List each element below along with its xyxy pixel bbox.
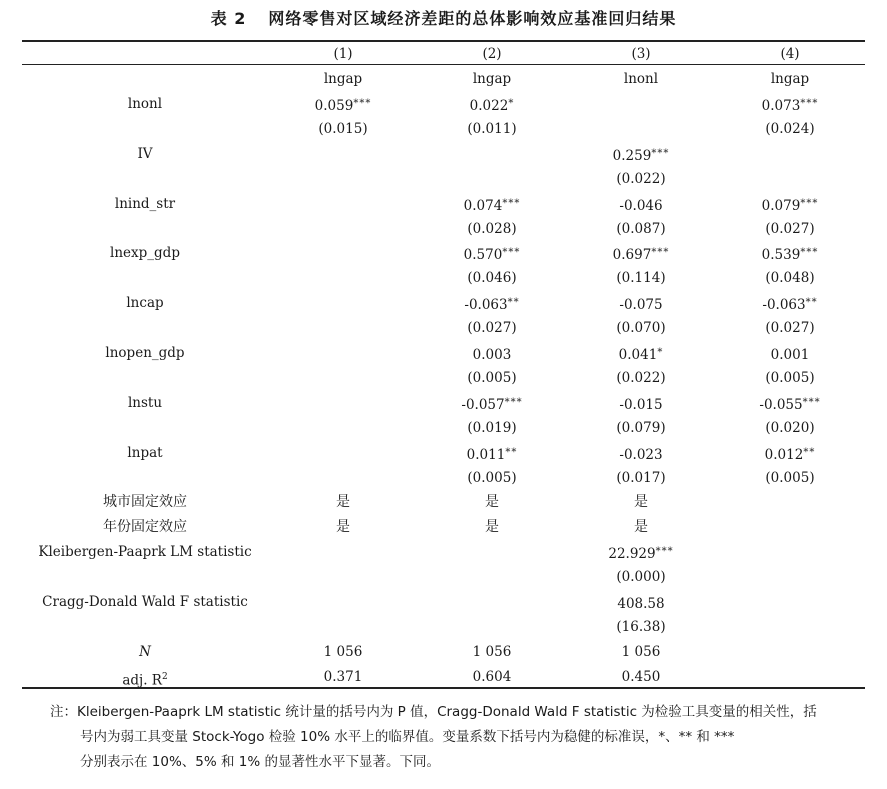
coef-cell [619, 395, 662, 413]
coef-value: 0.003 [472, 347, 512, 363]
coef-value: 0.539 [761, 247, 801, 264]
significance-stars: *** [504, 396, 523, 408]
stat-value: 1 056 [323, 643, 363, 660]
coef-cell [762, 245, 819, 263]
stat-value: 0.604 [472, 668, 512, 685]
stat-value: 1 056 [621, 643, 661, 660]
significance-stars: ** [803, 446, 816, 458]
stat-label [139, 644, 151, 660]
std-error-cell: (0.017) [616, 469, 666, 486]
std-error-cell: (0.027) [467, 320, 517, 337]
test-subvalue: (0.000) [616, 569, 666, 586]
coef-value: 0.059 [314, 98, 354, 114]
test-label: Kleibergen-Paaprk LM statistic [38, 544, 252, 561]
coef-value: 0.074 [463, 197, 503, 214]
significance-stars: *** [651, 147, 670, 159]
std-error-cell: (0.027) [765, 220, 815, 237]
column-header: (1) [333, 46, 353, 62]
table-number: 表 2 [210, 9, 247, 28]
variable-label: lnonl [127, 96, 163, 112]
coef-cell [470, 96, 515, 114]
fixed-effect-value: 是 [634, 519, 648, 536]
top-rule [22, 40, 865, 42]
dependent-var: lngap [323, 71, 363, 87]
coef-value: -0.023 [619, 446, 663, 463]
fixed-effect-label: 年份固定效应 [103, 519, 187, 536]
fixed-effect-label: 城市固定效应 [103, 494, 187, 511]
std-error-cell: (0.020) [765, 419, 815, 436]
variable-label: lnopen_gdp [105, 345, 185, 361]
coef-cell [613, 245, 670, 263]
coef-value: -0.075 [619, 297, 663, 314]
dependent-var: lnonl [623, 71, 659, 87]
fixed-effect-value: 是 [485, 494, 499, 511]
coef-value: 0.079 [761, 197, 801, 214]
std-error-cell: (0.048) [765, 270, 815, 287]
test-value [617, 594, 664, 612]
coef-value: 0.001 [770, 347, 810, 363]
coef-cell [464, 245, 521, 263]
significance-stars: ** [805, 297, 818, 309]
coef-value: -0.063 [762, 297, 806, 314]
std-error-cell: (0.079) [616, 419, 666, 436]
coef-cell [762, 96, 819, 114]
std-error-cell: (0.070) [616, 320, 666, 337]
fixed-effect-value: 是 [336, 494, 350, 511]
variable-label: lnstu [127, 394, 163, 411]
significance-stars: *** [353, 98, 372, 109]
variable-label: IV [137, 145, 153, 162]
std-error-cell: (0.022) [616, 369, 666, 386]
coef-value: 0.041 [618, 347, 658, 363]
coef-value: 22.929 [608, 546, 656, 563]
significance-stars: ** [505, 446, 518, 458]
variable-label: lnexp_gdp [110, 245, 180, 262]
std-error-cell: (0.024) [765, 120, 815, 137]
significance-stars: *** [800, 98, 819, 109]
note-line-2: 号内为弱工具变量 Stock-Yogo 检验 10% 水平上的临界值。变量系数下括号内为稳健的标准误，*、** 和 *** [80, 729, 735, 745]
coef-cell [762, 196, 819, 214]
coef-cell [771, 345, 810, 363]
test-value [608, 544, 673, 562]
std-error-cell: (0.019) [467, 419, 517, 436]
table-title [0, 6, 887, 29]
significance-stars: *** [651, 247, 670, 259]
stat-value: 0.450 [621, 668, 661, 685]
test-subvalue: (16.38) [616, 618, 666, 635]
fixed-effect-value: 是 [634, 494, 648, 511]
coef-cell [473, 345, 512, 363]
std-error-cell: (0.005) [467, 369, 517, 386]
std-error-cell: (0.005) [467, 469, 517, 486]
coef-cell [619, 445, 662, 463]
table-note [50, 700, 865, 775]
coef-value: 0.570 [463, 247, 503, 264]
fixed-effect-value: 是 [485, 519, 499, 536]
coef-cell [613, 146, 670, 164]
std-error-cell: (0.005) [765, 469, 815, 486]
coef-cell [464, 196, 521, 214]
stat-value: 1 056 [472, 643, 512, 660]
coef-value: 0.012 [764, 446, 804, 463]
coef-value: 0.022 [469, 98, 509, 114]
table-caption: 网络零售对区域经济差距的总体影响效应基准回归结果 [268, 9, 677, 28]
std-error-cell: (0.046) [467, 270, 517, 287]
std-error-cell: (0.005) [765, 369, 815, 386]
std-error-cell: (0.027) [765, 320, 815, 337]
coef-value: -0.046 [619, 197, 663, 214]
coef-value: 0.697 [612, 247, 652, 264]
stat-label-text: N [139, 643, 151, 660]
coef-cell [762, 295, 817, 313]
coef-cell [765, 445, 816, 463]
variable-label: lnpat [127, 444, 163, 461]
significance-stars: *** [502, 247, 521, 259]
stat-label-superscript: 2 [161, 671, 168, 682]
coef-cell [461, 395, 522, 413]
coef-cell [315, 96, 372, 114]
fixed-effect-value: 是 [336, 519, 350, 536]
coef-cell [464, 295, 519, 313]
coef-value: 408.58 [617, 596, 665, 612]
significance-stars: *** [800, 197, 819, 209]
coef-cell [467, 445, 518, 463]
coef-cell [619, 295, 662, 313]
note-paragraph [50, 700, 865, 775]
coef-value: -0.015 [619, 396, 663, 413]
stat-label-text: adj. R [122, 672, 162, 689]
significance-stars: *** [502, 197, 521, 209]
std-error-cell: (0.028) [467, 220, 517, 237]
coef-cell [759, 395, 820, 413]
note-line-3: 分别表示在 10%、5% 和 1% 的显著性水平下显著。下同。 [80, 754, 441, 770]
column-header: (3) [631, 46, 651, 62]
std-error-cell: (0.015) [318, 120, 368, 137]
std-error-cell: (0.022) [616, 170, 666, 187]
std-error-cell: (0.114) [616, 270, 666, 287]
significance-stars: ** [507, 297, 520, 309]
variable-label: lnind_str [114, 195, 176, 212]
significance-stars: *** [802, 396, 821, 408]
significance-stars: *** [800, 247, 819, 259]
coef-cell [619, 345, 664, 363]
header-rule [22, 64, 865, 65]
test-label: Cragg-Donald Wald F statistic [42, 594, 248, 610]
note-line-1: 注：Kleibergen-Paaprk LM statistic 统计量的括号内为 P 值，Cragg-Donald Wald F statistic 为检验工具变量的相关性，括 [50, 704, 817, 720]
std-error-cell: (0.087) [616, 220, 666, 237]
significance-stars: *** [655, 546, 674, 558]
significance-stars: * [657, 347, 664, 358]
variable-label: lncap [126, 295, 164, 312]
column-header: (2) [482, 46, 502, 62]
stat-value: 0.371 [323, 668, 363, 685]
std-error-cell: (0.011) [467, 120, 517, 137]
coef-value: 0.011 [466, 446, 506, 463]
significance-stars: * [508, 98, 515, 109]
coef-value: 0.073 [761, 98, 801, 114]
coef-value: -0.057 [461, 396, 505, 413]
coef-value: -0.063 [464, 297, 508, 314]
coef-cell [619, 196, 662, 214]
dependent-var: lngap [472, 71, 512, 87]
stat-label [122, 669, 167, 689]
coef-value: -0.055 [759, 396, 803, 413]
coef-value: 0.259 [612, 147, 652, 164]
column-header: (4) [780, 46, 800, 62]
dependent-var: lngap [770, 71, 810, 87]
